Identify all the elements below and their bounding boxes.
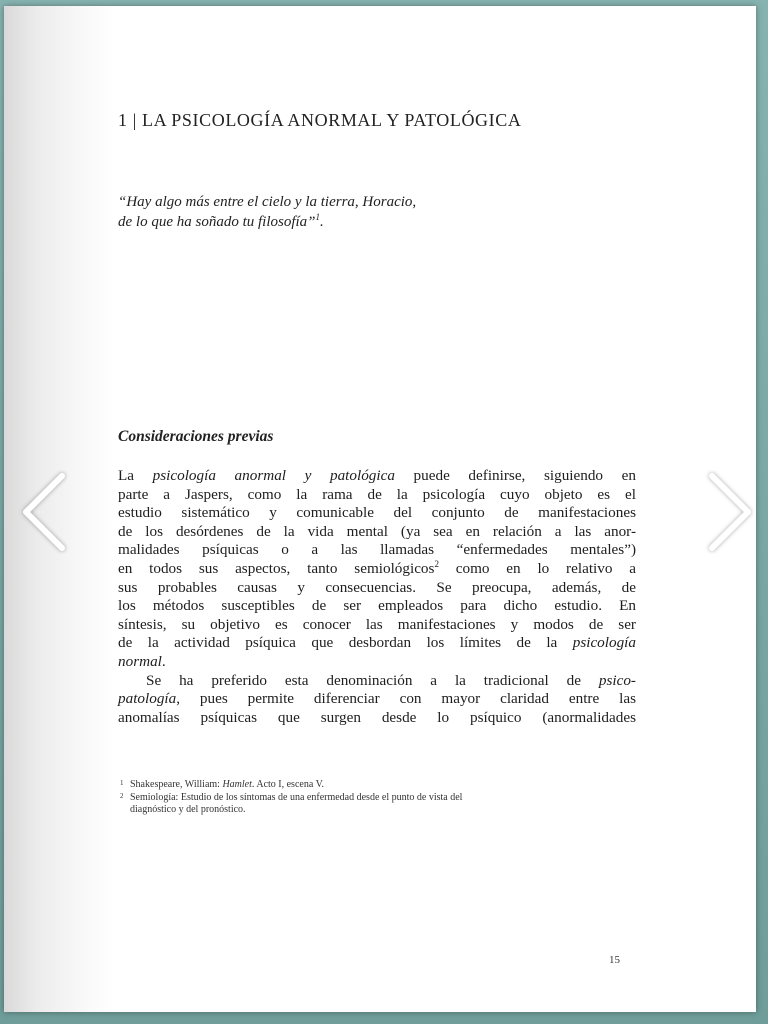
emphasis-run: Hamlet [222, 779, 252, 790]
text-run: Se ha preferido esta denominación a la tradicional de [146, 671, 599, 689]
paragraph-1-line-11 [118, 653, 636, 672]
paragraph-1-line-9: síntesis, su objetivo es conocer las manifestaciones y modos de ser [118, 615, 636, 633]
paragraph-1-line-2: parte a Jaspers, como la rama de la psicología cuyo objeto es el [118, 485, 636, 503]
paragraph-1-line-7: sus probables causas y consecuencias. Se preocupa, además, de [118, 578, 636, 596]
text-run: como en lo relativo a [438, 559, 636, 577]
text-run: . [161, 652, 166, 670]
next-page-button[interactable] [706, 470, 756, 554]
paragraph-1-line-4: de los desórdenes de la vida mental (ya sea en relación a las anor- [118, 522, 636, 540]
footnote-2-line-1: Semiología: Estudio de los síntomas de una enfermedad desde el punto de vista del [130, 791, 463, 803]
emphasis-run: patología [118, 690, 177, 708]
page-number: 15 [609, 954, 620, 966]
previous-page-button[interactable] [18, 470, 68, 554]
footnote-number: 1 [120, 779, 124, 787]
footnote-ref-2: 2 [434, 558, 439, 569]
epigraph-line-2-end: . [320, 214, 324, 230]
chevron-left-icon [18, 470, 68, 554]
paragraph-2-line-1 [118, 672, 636, 691]
text-run: puede definirse, siguiendo en [394, 467, 636, 484]
paragraph-1-line-5: malidades psíquicas o a las llamadas “enfermedades mentales”) [118, 541, 636, 559]
paragraph-1-line-3: estudio sistemático y comunicable del conjunto de manifestaciones [118, 504, 636, 522]
text-run: . Acto I, escena V. [251, 779, 325, 790]
emphasis-run: psicología anormal y patológica [152, 467, 395, 484]
text-run: , pues permite diferenciar con mayor claridad entre las [176, 690, 636, 708]
chevron-right-icon [706, 470, 756, 554]
epigraph [118, 192, 538, 232]
epigraph-line-2-text: de lo que ha soñado tu filosofía” [118, 214, 316, 230]
paragraph-1-line-6 [118, 560, 636, 579]
paragraph-1-line-10 [118, 634, 636, 653]
emphasis-run: psicología [572, 634, 636, 652]
footnote-number: 2 [120, 791, 124, 800]
footnote-1 [118, 779, 598, 792]
epigraph-line-2 [118, 212, 538, 232]
paragraph-2-line-3: anomalías psíquicas que surgen desde lo psíquico (anormalidades [118, 708, 636, 726]
footnote-2-continuation: diagnóstico y del pronóstico. [130, 804, 246, 815]
paragraph-1-line-8: los métodos susceptibles de ser empleados para dicho estudio. En [118, 597, 636, 615]
footnote-2 [118, 792, 598, 805]
emphasis-run: normal [118, 652, 162, 670]
paragraph-2-line-2 [118, 690, 636, 709]
text-run: de la actividad psíquica que desbordan los límites de la [118, 634, 573, 652]
text-run: La [118, 467, 153, 484]
book-page [4, 6, 756, 1012]
text-run: Shakespeare, William: [130, 779, 223, 790]
footnotes [118, 779, 598, 817]
paragraph-1-line-1 [118, 467, 636, 486]
text-run: en todos sus aspectos, tanto semiológicos [118, 559, 435, 577]
section-heading: Consideraciones previas [118, 428, 274, 445]
chapter-title: 1 | LA PSICOLOGÍA ANORMAL Y PATOLÓGICA [118, 110, 522, 130]
body-text [118, 467, 636, 727]
emphasis-run: psico- [598, 671, 636, 689]
footnote-ref-1: 1 [315, 212, 321, 222]
epigraph-line-1: “Hay algo más entre el cielo y la tierra, Horacio, [118, 194, 417, 210]
